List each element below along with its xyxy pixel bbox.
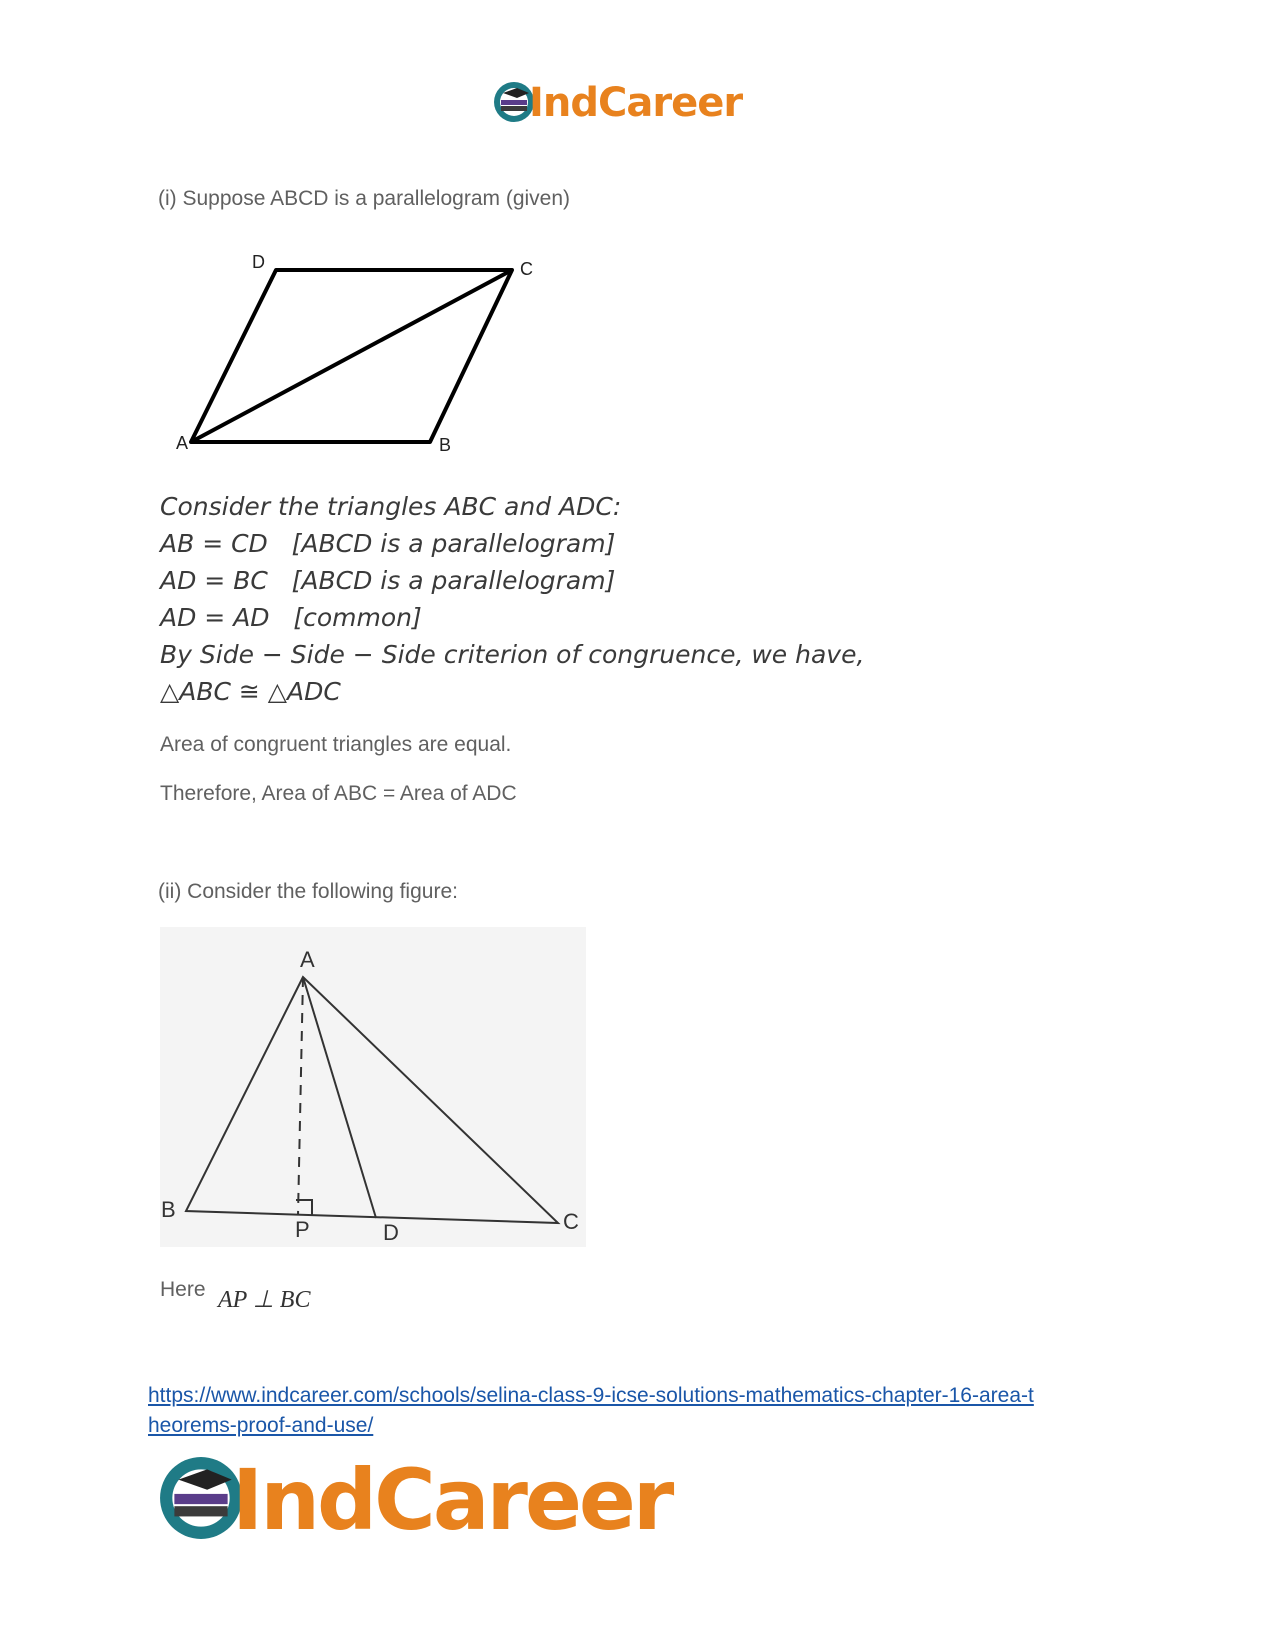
figure-background bbox=[160, 927, 586, 1247]
proof-line-4: AD = AD [common] bbox=[160, 603, 422, 632]
vertex-label-a: A bbox=[176, 433, 189, 453]
vertex-label-a2: A bbox=[300, 947, 315, 972]
proof-line-1: Consider the triangles ABC and ADC: bbox=[160, 492, 622, 521]
part-i-intro: (i) Suppose ABCD is a parallelogram (given) bbox=[158, 187, 571, 210]
vertex-label-b: B bbox=[439, 435, 452, 455]
statement-congruent-areas: Area of congruent triangles are equal. bbox=[160, 733, 512, 756]
vertex-label-c: C bbox=[520, 259, 533, 279]
proof-line-3: AD = BC [ABCD is a parallelogram] bbox=[160, 566, 616, 595]
vertex-label-b2: B bbox=[161, 1197, 176, 1222]
source-link-line-2[interactable]: heorems-proof-and-use/ bbox=[148, 1414, 374, 1437]
vertex-label-c2: C bbox=[563, 1209, 579, 1234]
source-link-line-1[interactable]: https://www.indcareer.com/schools/selina-class-9-icse-solutions-mathematics-chapter-16-area-t bbox=[148, 1384, 1034, 1407]
proof-line-2: AB = CD [ABCD is a parallelogram] bbox=[160, 529, 616, 558]
diagonal-ac bbox=[191, 270, 512, 442]
parallelogram-figure bbox=[168, 250, 548, 460]
here-label: Here bbox=[160, 1278, 206, 1301]
vertex-label-d: D bbox=[252, 252, 265, 272]
here-math: AP ⊥ BC bbox=[218, 1287, 311, 1313]
triangle-figure bbox=[160, 927, 586, 1247]
part-ii-intro: (ii) Consider the following figure: bbox=[158, 880, 458, 903]
proof-line-5: By Side − Side − Side criterion of congruence, we have, bbox=[160, 640, 865, 669]
footer-logo bbox=[158, 1450, 698, 1550]
vertex-label-p: P bbox=[295, 1217, 310, 1242]
vertex-label-d2: D bbox=[383, 1220, 399, 1245]
proof-line-6: △ABC ≅ △ADC bbox=[160, 677, 341, 706]
header-logo bbox=[493, 78, 763, 128]
statement-therefore: Therefore, Area of ABC = Area of ADC bbox=[160, 782, 517, 805]
footer-logo-text: IndCareer bbox=[232, 1451, 672, 1549]
header-logo-text: IndCareer bbox=[529, 80, 743, 126]
